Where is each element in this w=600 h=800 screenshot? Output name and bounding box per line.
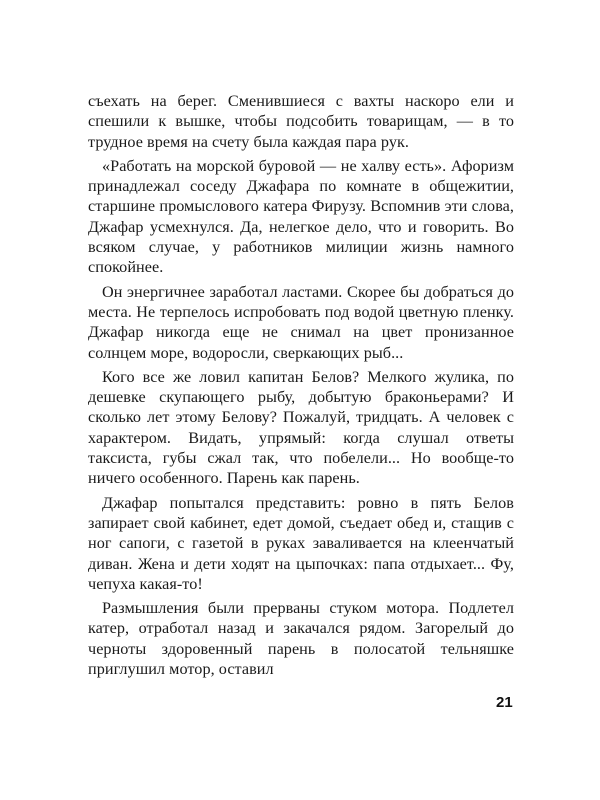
paragraph-5: Джафар попытался представить: ровно в пять Белов запирает свой кабинет, едет домой, съедает обед и, стащив с ног сапоги, с газетой в руках заваливается на клеенчатый диван. Жена и дети ходят на цыпочках: папа отдыхает... Фу, чепуха какая-то!: [88, 493, 514, 593]
paragraph-3: Он энергичнее заработал ластами. Скорее бы добраться до места. Не терпелось испробовать под водой цветную пленку. Джафар никогда еще не снимал на цвет пронизанное солнцем море, водоросли, сверкающих рыб...: [88, 282, 514, 362]
page-number: 21: [496, 694, 513, 711]
paragraph-6: Размышления были прерваны стуком мотора. Подлетел катер, отработал назад и закачался рядом. Загорелый до черноты здоровенный парень в полосатой тельняшке приглушил мотор, оставил: [88, 599, 514, 679]
paragraph-1: съехать на берег. Сменившиеся с вахты наскоро ели и спешили к вышке, чтобы подсобить товарищам, — в то трудное время на счету была каждая пара рук.: [88, 92, 514, 151]
page-body: [88, 91, 514, 683]
paragraph-2: «Работать на морской буровой — не халву есть». Афоризм принадлежал соседу Джафара по комнате в общежитии, старшине промыслового катера Фирузу. Вспомнив эти слова, Джафар усмехнулся. Да, нелегкое дело, что и говорить. Во всяком случае, у работников милиции жизнь намного спокойнее.: [88, 156, 514, 277]
paragraph-4: Кого все же ловил капитан Белов? Мелкого жулика, по дешевке скупающего рыбу, добытую браконьерами? И сколько лет этому Белову? Пожалуй, тридцать. А человек с характером. Видать, упрямый: когда слушал ответы таксиста, губы сжал так, что побелели... Но вообще-то ничего особенного. Парень как парень.: [88, 367, 514, 488]
